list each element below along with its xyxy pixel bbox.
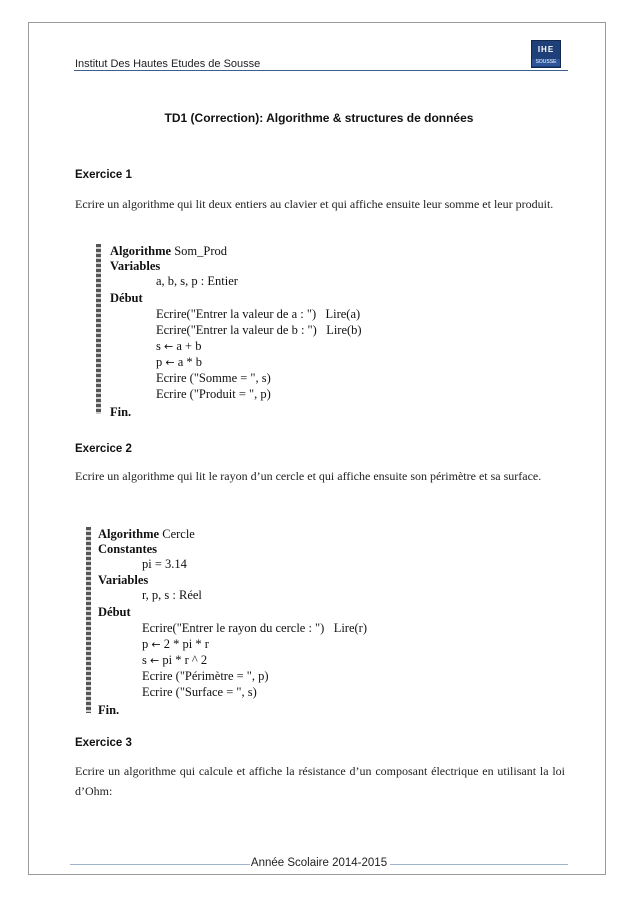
code-line: Ecrire("Entrer la valeur de b : ") Lire(b) (156, 323, 362, 337)
left-arrow-icon: ← (150, 654, 160, 667)
exercise-2-statement: Ecrire un algorithme qui lit le rayon d’un cercle et qui affiche ensuite son périmètre et sa surface. (75, 469, 542, 483)
left-arrow-icon: ← (165, 356, 175, 369)
code-line: p ← 2 * pi * r (142, 637, 209, 651)
code-line: p ← a * b (156, 355, 203, 369)
left-arrow-icon: ← (164, 340, 174, 353)
code-line: s ← pi * r ^ 2 (142, 653, 208, 667)
left-arrow-icon: ← (151, 638, 161, 651)
code-line: pi = 3.14 (142, 557, 187, 571)
code-line: Constantes (98, 542, 158, 556)
code-line: s ← a + b (156, 339, 202, 353)
code-line: Fin. (98, 703, 120, 717)
code-line: Ecrire ("Somme = ", s) (156, 371, 271, 385)
code-line: Début (110, 291, 143, 305)
code-line: Ecrire("Entrer la valeur de a : ") Lire(a) (156, 307, 361, 321)
institution-logo (531, 40, 561, 68)
header-institution: Institut Des Hautes Etudes de Sousse (75, 58, 261, 70)
code-line: Ecrire ("Surface = ", s) (142, 685, 257, 699)
code-margin-bar (86, 527, 91, 713)
code-line: Variables (98, 573, 149, 587)
code-line: r, p, s : Réel (142, 588, 202, 602)
code-margin-bar (96, 244, 101, 414)
exercise-1-statement: Ecrire un algorithme qui lit deux entiers au clavier et qui affiche ensuite leur somme et leur produit. (75, 197, 554, 211)
footer-rule-right (390, 864, 568, 865)
code-line: Ecrire ("Produit = ", p) (156, 387, 271, 401)
code-line: Ecrire ("Périmètre = ", p) (142, 669, 269, 683)
code-line: Algorithme Som_Prod (110, 244, 228, 258)
code-line: Variables (110, 259, 161, 273)
logo-text: IHE (537, 45, 555, 54)
exercise-1-title: Exercice 1 (75, 169, 132, 181)
exercise-3-statement: Ecrire un algorithme qui calcule et affiche la résistance d’un composant électrique en utilisant la loi d’Ohm: (75, 764, 565, 798)
footer-academic-year: Année Scolaire 2014-2015 (250, 857, 388, 869)
code-line: Fin. (110, 405, 132, 419)
exercise-3-title: Exercice 3 (75, 737, 132, 749)
logo-subtext: SOUSSE (532, 59, 560, 66)
exercise-1-algorithm (96, 244, 416, 420)
code-line: Début (98, 605, 131, 619)
header-rule (74, 70, 568, 71)
exercise-2-algorithm (86, 527, 426, 719)
page-title: TD1 (Correction): Algorithme & structures de données (164, 111, 474, 125)
exercise-2-title: Exercice 2 (75, 443, 132, 455)
code-line: Ecrire("Entrer le rayon du cercle : ") Lire(r) (142, 621, 368, 635)
code-line: Algorithme Cercle (98, 527, 195, 541)
code-line: a, b, s, p : Entier (156, 274, 238, 288)
